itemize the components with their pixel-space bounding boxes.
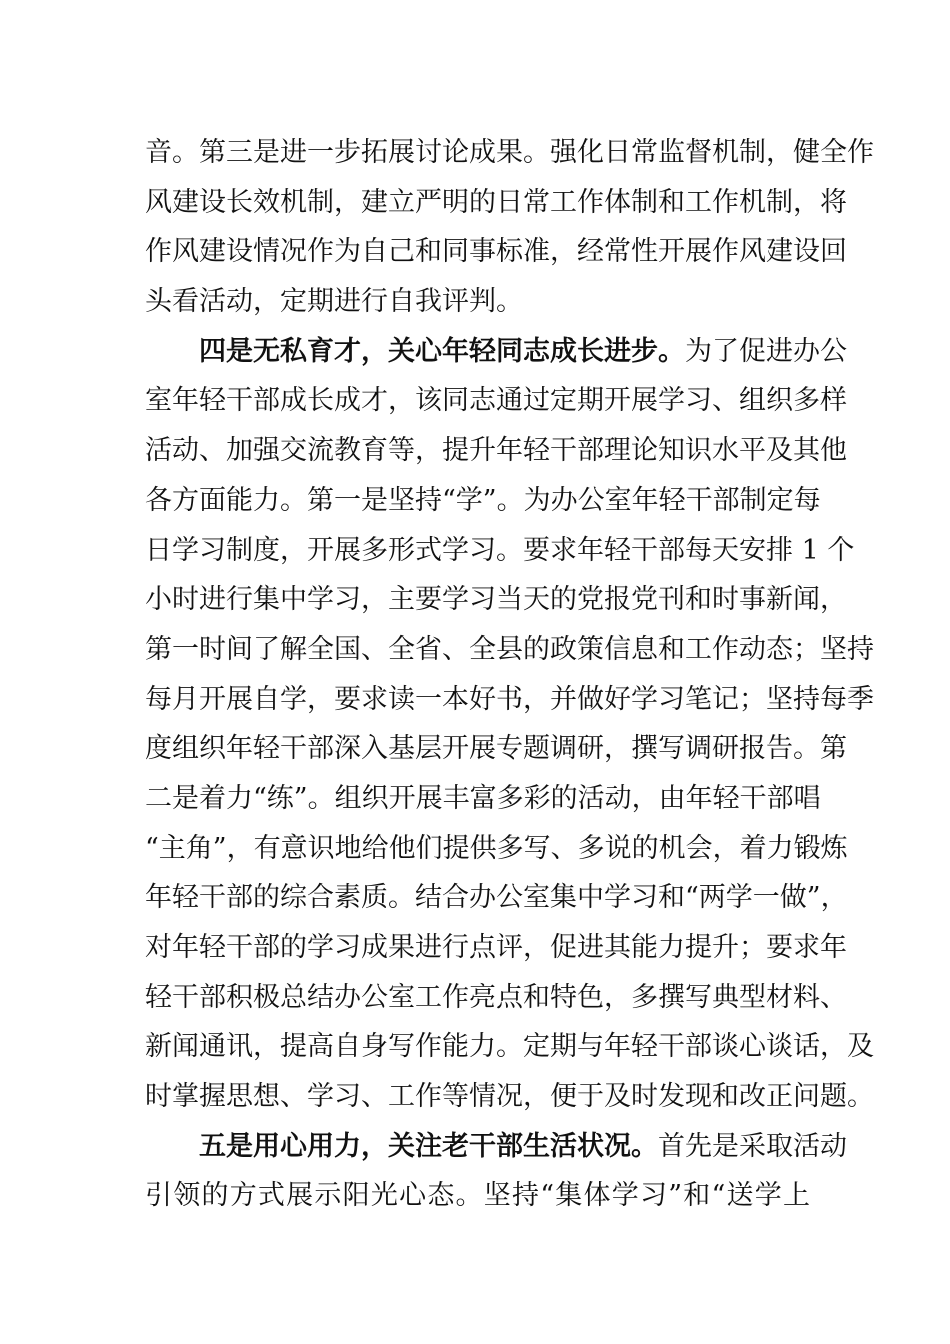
text-line: 活动、加强交流教育等，提升年轻干部理论知识水平及其他 (145, 435, 847, 467)
paragraph-heading: 五是用心用力，关注老干部生活状况。 (199, 1130, 658, 1162)
text-line: 小时进行集中学习，主要学习当天的党报党刊和时事新闻， (145, 584, 847, 616)
text-line: 新闻通讯，提高自身写作能力。定期与年轻干部谈心谈话，及 (145, 1031, 874, 1063)
text-line: 各方面能力。第一是坚持“学”。为办公室年轻干部制定每 (145, 484, 821, 516)
text-line: “主角”，有意识地给他们提供多写、多说的机会，着力锻炼 (145, 832, 848, 864)
text-line: 对年轻干部的学习成果进行点评，促进其能力提升；要求年 (145, 932, 847, 963)
text-line: 每月开展自学，要求读一本好书，并做好学习笔记；坚持每季 (145, 683, 874, 715)
text-line: 二是着力“练”。组织开展丰富多彩的活动，由年轻干部唱 (145, 782, 821, 814)
text-line: 头看活动，定期进行自我评判。 (145, 286, 523, 318)
text-line: 日学习制度，开展多形式学习。要求年轻干部每天安排 1 个 (145, 534, 855, 566)
text-line: 时掌握思想、学习、工作等情况，便于及时发现和改正问题。 (145, 1081, 874, 1113)
text-line: 第一时间了解全国、全省、全县的政策信息和工作动态；坚持 (145, 633, 874, 665)
heading-continuation: 为了促进办公 (685, 335, 847, 367)
text-line: 音。第三是进一步拓展讨论成果。强化日常监督机制，健全作 (145, 137, 874, 168)
text-line: 作风建设情况作为自己和同事标准，经常性开展作风建设回 (145, 236, 847, 268)
text-line: 风建设长效机制，建立严明的日常工作体制和工作机制，将 (145, 186, 847, 218)
text-line: 轻干部积极总结办公室工作亮点和特色，多撰写典型材料、 (145, 981, 847, 1013)
text-line: 度组织年轻干部深入基层开展专题调研，撰写调研报告。第 (145, 733, 847, 765)
text-line: 引领的方式展示阳光心态。坚持“集体学习”和“送学上 (145, 1180, 810, 1212)
paragraph-heading-line (145, 1122, 847, 1172)
paragraph-heading: 四是无私育才，关心年轻同志成长进步。 (199, 335, 685, 367)
paragraph-heading-line (145, 327, 847, 377)
heading-continuation: 首先是采取活动 (658, 1130, 847, 1162)
document-body (145, 128, 874, 1221)
text-line: 年轻干部的综合素质。结合办公室集中学习和“两学一做”， (145, 882, 848, 914)
text-line: 室年轻干部成长成才，该同志通过定期开展学习、组织多样 (145, 385, 847, 417)
